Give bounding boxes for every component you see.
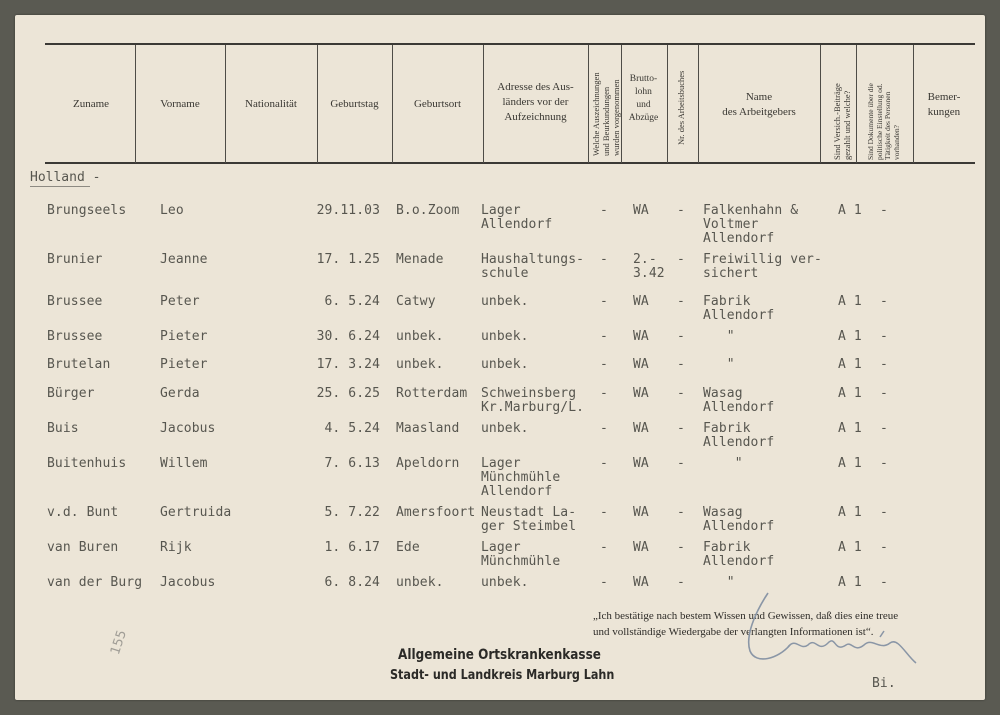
cell-zuname: v.d. Bunt bbox=[47, 505, 119, 520]
cell-zuname: Brungseels bbox=[47, 203, 127, 218]
cell-geburtstag: 7. 6.13 bbox=[324, 456, 380, 471]
cell-arbeitsbuch: - bbox=[677, 357, 685, 372]
cell-dokumente: - bbox=[880, 456, 888, 471]
cell-lohn: WA bbox=[633, 329, 649, 344]
header-arbeitsbuch: Nr. des Arbeitsbuches bbox=[676, 70, 686, 145]
cell-arbeitgeber: Wasag Allendorf bbox=[703, 505, 775, 534]
header-bottom-rule bbox=[45, 162, 975, 164]
cell-adresse: Lager Allendorf bbox=[481, 203, 553, 232]
section-label: Holland - bbox=[30, 170, 101, 185]
cell-adresse: Lager Münchmühle Allendorf bbox=[481, 456, 561, 499]
header-divider bbox=[820, 45, 821, 163]
header-geburtstag: Geburtstag bbox=[330, 98, 379, 110]
top-rule bbox=[45, 43, 975, 45]
cell-geburtstag: 5. 7.22 bbox=[324, 505, 380, 520]
cell-auszeichnung: - bbox=[600, 456, 608, 471]
cell-arbeitgeber: " bbox=[703, 329, 735, 344]
cell-arbeitgeber: " bbox=[703, 456, 743, 471]
cell-lohn: WA bbox=[633, 575, 649, 590]
cell-adresse: Schweinsberg Kr.Marburg/L. bbox=[481, 386, 585, 415]
cell-vorname: Jacobus bbox=[160, 575, 216, 590]
cell-geburtstag: 1. 6.17 bbox=[324, 540, 380, 555]
stamp-line-2: Stadt- und Landkreis Marburg Lahn bbox=[390, 668, 615, 683]
cell-zuname: van Buren bbox=[47, 540, 119, 555]
cell-arbeitgeber: Freiwillig ver- sichert bbox=[703, 252, 822, 281]
cell-adresse: Neustadt La- ger Steimbel bbox=[481, 505, 577, 534]
cell-auszeichnung: - bbox=[600, 540, 608, 555]
header-bruttolohn: Brutto- lohn und Abzüge bbox=[628, 74, 659, 123]
cell-geburtsort: Catwy bbox=[396, 294, 436, 309]
cell-auszeichnung: - bbox=[600, 575, 608, 590]
cell-geburtsort: unbek. bbox=[396, 357, 444, 372]
stamp-line-1: Allgemeine Ortskrankenkasse bbox=[398, 647, 601, 663]
cell-dokumente: - bbox=[880, 329, 888, 344]
cell-geburtsort: Menade bbox=[396, 252, 444, 267]
certification-line-1: „Ich bestätige nach bestem Wissen und Gewissen, daß dies eine treue bbox=[593, 610, 899, 622]
header-divider bbox=[667, 45, 668, 163]
cell-arbeitgeber: " bbox=[703, 357, 735, 372]
cell-geburtsort: unbek. bbox=[396, 575, 444, 590]
cell-vorname: Pieter bbox=[160, 329, 208, 344]
cell-geburtsort: unbek. bbox=[396, 329, 444, 344]
cell-lohn: WA bbox=[633, 456, 649, 471]
cell-lohn: 2.- 3.42 bbox=[633, 252, 665, 281]
cell-zuname: Brunier bbox=[47, 252, 103, 267]
cell-geburtsort: Maasland bbox=[396, 421, 460, 436]
cell-versich: A 1 bbox=[838, 505, 862, 520]
cell-lohn: WA bbox=[633, 357, 649, 372]
cell-versich: A 1 bbox=[838, 456, 862, 471]
cell-arbeitsbuch: - bbox=[677, 456, 685, 471]
header-bemerkungen: Bemer- kungen bbox=[927, 91, 961, 118]
cell-adresse: unbek. bbox=[481, 421, 529, 436]
cell-arbeitsbuch: - bbox=[677, 540, 685, 555]
cell-geburtsort: Amersfoort bbox=[396, 505, 476, 520]
cell-adresse: Haushaltungs- schule bbox=[481, 252, 585, 281]
header-auszeichnungen: Welche Auszeichnungen und Beurkundungen wurden vorgenommen bbox=[591, 72, 621, 156]
cell-zuname: Brussee bbox=[47, 329, 103, 344]
cell-versich: A 1 bbox=[838, 203, 862, 218]
cell-dokumente: - bbox=[880, 505, 888, 520]
cell-zuname: Buitenhuis bbox=[47, 456, 127, 471]
cell-dokumente: - bbox=[880, 386, 888, 401]
cell-vorname: Leo bbox=[160, 203, 184, 218]
header-arbeitgeber: Name des Arbeitgebers bbox=[722, 91, 796, 118]
cell-arbeitgeber: Wasag Allendorf bbox=[703, 386, 775, 415]
cell-versich: A 1 bbox=[838, 294, 862, 309]
cell-arbeitsbuch: - bbox=[677, 421, 685, 436]
cell-zuname: Brutelan bbox=[47, 357, 111, 372]
cell-arbeitgeber: Falkenhahn & Voltmer Allendorf bbox=[703, 203, 799, 246]
cell-arbeitsbuch: - bbox=[677, 575, 685, 590]
cell-zuname: Brussee bbox=[47, 294, 103, 309]
cell-auszeichnung: - bbox=[600, 386, 608, 401]
cell-geburtstag: 17. 3.24 bbox=[316, 357, 380, 372]
cell-lohn: WA bbox=[633, 505, 649, 520]
cell-geburtstag: 6. 5.24 bbox=[324, 294, 380, 309]
cell-vorname: Peter bbox=[160, 294, 200, 309]
signature bbox=[730, 585, 930, 670]
cell-geburtstag: 17. 1.25 bbox=[316, 252, 380, 267]
cell-vorname: Willem bbox=[160, 456, 208, 471]
header-geburtsort: Geburtsort bbox=[413, 98, 462, 110]
cell-arbeitgeber: " bbox=[703, 575, 735, 590]
cell-versich: A 1 bbox=[838, 575, 862, 590]
header-divider bbox=[588, 45, 589, 163]
header-versich: Sind Versich.-Beiträge gezahlt und welche? bbox=[832, 83, 852, 160]
cell-geburtsort: Ede bbox=[396, 540, 420, 555]
cell-arbeitgeber: Fabrik Allendorf bbox=[703, 421, 775, 450]
header-dokumente: Sind Dokumente über die politische Einstellung od. Tätigkeit des Personen vorhanden? bbox=[866, 83, 901, 160]
cell-versich: A 1 bbox=[838, 386, 862, 401]
cell-geburtstag: 4. 5.24 bbox=[324, 421, 380, 436]
cell-zuname: van der Burg bbox=[47, 575, 143, 590]
cell-auszeichnung: - bbox=[600, 329, 608, 344]
cell-dokumente: - bbox=[880, 575, 888, 590]
cell-dokumente: - bbox=[880, 421, 888, 436]
cell-geburtsort: Apeldorn bbox=[396, 456, 460, 471]
cell-dokumente: - bbox=[880, 294, 888, 309]
cell-geburtstag: 6. 8.24 bbox=[324, 575, 380, 590]
cell-auszeichnung: - bbox=[600, 294, 608, 309]
cell-arbeitgeber: Fabrik Allendorf bbox=[703, 540, 775, 569]
certification-line-2: und vollständige Wiedergabe der verlangten Informationen ist“. bbox=[593, 626, 874, 638]
header-adresse: Adresse des Aus- länders vor der Aufzeichnung bbox=[497, 81, 574, 123]
cell-vorname: Jacobus bbox=[160, 421, 216, 436]
cell-lohn: WA bbox=[633, 540, 649, 555]
cell-arbeitgeber: Fabrik Allendorf bbox=[703, 294, 775, 323]
cell-arbeitsbuch: - bbox=[677, 505, 685, 520]
header-nationalitaet: Nationalität bbox=[245, 98, 297, 110]
cell-vorname: Jeanne bbox=[160, 252, 208, 267]
cell-geburtstag: 29.11.03 bbox=[316, 203, 380, 218]
cell-zuname: Buis bbox=[47, 421, 79, 436]
cell-lohn: WA bbox=[633, 203, 649, 218]
cell-zuname: Bürger bbox=[47, 386, 95, 401]
cell-vorname: Pieter bbox=[160, 357, 208, 372]
cell-dokumente: - bbox=[880, 357, 888, 372]
cell-geburtsort: B.o.Zoom bbox=[396, 203, 460, 218]
pencil-note: 155 bbox=[108, 628, 130, 657]
cell-vorname: Gertruida bbox=[160, 505, 232, 520]
cell-geburtsort: Rotterdam bbox=[396, 386, 468, 401]
cell-vorname: Rijk bbox=[160, 540, 192, 555]
cell-versich: A 1 bbox=[838, 357, 862, 372]
cell-versich: A 1 bbox=[838, 540, 862, 555]
header-zuname: Zuname bbox=[72, 98, 110, 110]
cell-vorname: Gerda bbox=[160, 386, 200, 401]
cell-adresse: unbek. bbox=[481, 575, 529, 590]
cell-adresse: unbek. bbox=[481, 329, 529, 344]
cell-arbeitsbuch: - bbox=[677, 203, 685, 218]
cell-auszeichnung: - bbox=[600, 203, 608, 218]
cell-auszeichnung: - bbox=[600, 252, 608, 267]
cell-versich: A 1 bbox=[838, 421, 862, 436]
header-divider bbox=[856, 45, 857, 163]
cell-arbeitsbuch: - bbox=[677, 386, 685, 401]
cell-lohn: WA bbox=[633, 386, 649, 401]
cell-auszeichnung: - bbox=[600, 505, 608, 520]
cell-lohn: WA bbox=[633, 294, 649, 309]
header-vorname: Vorname bbox=[160, 98, 200, 110]
cell-adresse: Lager Münchmühle bbox=[481, 540, 561, 569]
cell-adresse: unbek. bbox=[481, 357, 529, 372]
cell-dokumente: - bbox=[880, 203, 888, 218]
cell-versich: A 1 bbox=[838, 329, 862, 344]
cell-arbeitsbuch: - bbox=[677, 329, 685, 344]
cell-auszeichnung: - bbox=[600, 357, 608, 372]
cell-arbeitsbuch: - bbox=[677, 252, 685, 267]
initials: Bi. bbox=[872, 676, 896, 691]
cell-auszeichnung: - bbox=[600, 421, 608, 436]
cell-geburtstag: 25. 6.25 bbox=[316, 386, 380, 401]
cell-lohn: WA bbox=[633, 421, 649, 436]
cell-arbeitsbuch: - bbox=[677, 294, 685, 309]
cell-adresse: unbek. bbox=[481, 294, 529, 309]
cell-dokumente: - bbox=[880, 540, 888, 555]
cell-geburtstag: 30. 6.24 bbox=[316, 329, 380, 344]
